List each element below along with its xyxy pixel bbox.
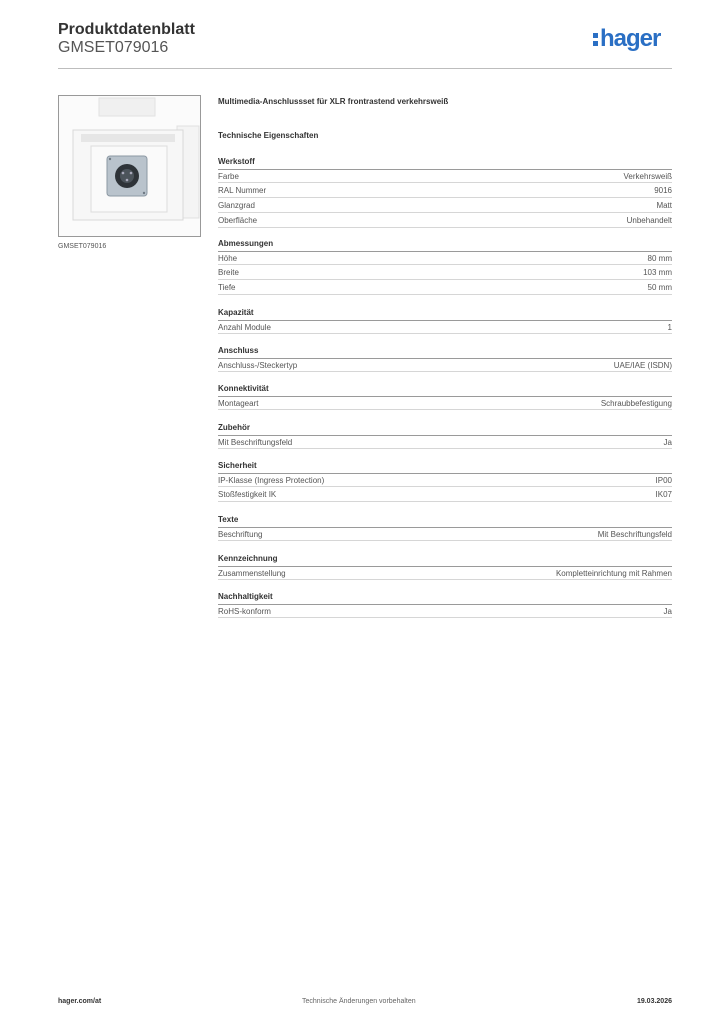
property-value: Kompletteinrichtung mit Rahmen	[555, 569, 672, 578]
section-title: Texte	[218, 515, 239, 524]
section-title: Sicherheit	[218, 461, 257, 470]
property-row	[218, 473, 672, 487]
property-row	[218, 169, 672, 183]
property-label: Mit Beschriftungsfeld	[218, 438, 293, 447]
section-title: Zubehör	[218, 423, 250, 432]
property-label: Oberfläche	[218, 216, 258, 225]
section-title: Abmessungen	[218, 239, 274, 248]
property-value: 50 mm	[647, 283, 672, 292]
property-label: Farbe	[218, 172, 239, 181]
section-title: Werkstoff	[218, 157, 255, 166]
property-value: 1	[667, 323, 672, 332]
property-row	[218, 281, 672, 295]
footer-date: 19.03.2026	[636, 998, 672, 1005]
property-row	[218, 488, 672, 502]
property-label: Zusammenstellung	[218, 569, 286, 578]
section-title: Anschluss	[218, 346, 259, 355]
property-label: Beschriftung	[218, 530, 263, 539]
property-value: 103 mm	[643, 268, 672, 277]
property-label: RoHS-konform	[218, 607, 271, 616]
property-row	[218, 358, 672, 372]
product-code: GMSET079016	[58, 39, 169, 56]
property-row	[218, 199, 672, 213]
product-image	[58, 95, 201, 237]
property-label: Glanzgrad	[218, 201, 255, 210]
section-title: Nachhaltigkeit	[218, 592, 273, 601]
hager-logo	[593, 27, 660, 51]
property-label: IP-Klasse (Ingress Protection)	[218, 476, 325, 485]
image-caption: GMSET079016	[58, 243, 107, 250]
property-label: Höhe	[218, 254, 238, 263]
section-title: Kapazität	[218, 308, 254, 317]
section-title: Konnektivität	[218, 384, 269, 393]
product-photo-icon	[59, 96, 200, 236]
property-row	[218, 566, 672, 580]
property-row	[218, 527, 672, 541]
property-label: Montageart	[218, 399, 259, 408]
property-row	[218, 320, 672, 334]
property-value: Ja	[663, 607, 672, 616]
property-value: 9016	[654, 186, 672, 195]
property-value: Mit Beschriftungsfeld	[597, 530, 672, 539]
property-value: IK07	[655, 490, 672, 499]
property-value: Matt	[656, 201, 672, 210]
property-value: Verkehrsweiß	[623, 172, 672, 181]
property-value: Ja	[663, 438, 672, 447]
property-value: UAE/IAE (ISDN)	[613, 361, 672, 370]
footer-note: Technische Änderungen vorbehalten	[302, 998, 416, 1005]
page-title: Produktdatenblatt	[58, 21, 195, 38]
property-label: Anschluss-/Steckertyp	[218, 361, 298, 370]
property-row	[218, 214, 672, 228]
property-label: Tiefe	[218, 283, 236, 292]
property-label: Anzahl Module	[218, 323, 271, 332]
property-row	[218, 435, 672, 449]
property-row	[218, 266, 672, 280]
footer-website: hager.com/at	[58, 998, 102, 1005]
property-row	[218, 184, 672, 198]
product-name: Multimedia-Anschlussset für XLR frontrastend verkehrsweiß	[218, 97, 449, 106]
properties-heading: Technische Eigenschaften	[218, 131, 319, 140]
property-row	[218, 396, 672, 410]
header-divider	[58, 68, 672, 69]
property-label: Stoßfestigkeit IK	[218, 490, 277, 499]
property-value: Schraubbefestigung	[600, 399, 672, 408]
property-row	[218, 251, 672, 265]
property-value: IP00	[655, 476, 672, 485]
property-row	[218, 604, 672, 618]
section-title: Kennzeichnung	[218, 554, 278, 563]
property-label: Breite	[218, 268, 239, 277]
logo-text: hager	[600, 25, 661, 52]
property-value: Unbehandelt	[626, 216, 672, 225]
logo-dots-icon	[593, 30, 599, 46]
property-label: RAL Nummer	[218, 186, 267, 195]
property-value: 80 mm	[647, 254, 672, 263]
